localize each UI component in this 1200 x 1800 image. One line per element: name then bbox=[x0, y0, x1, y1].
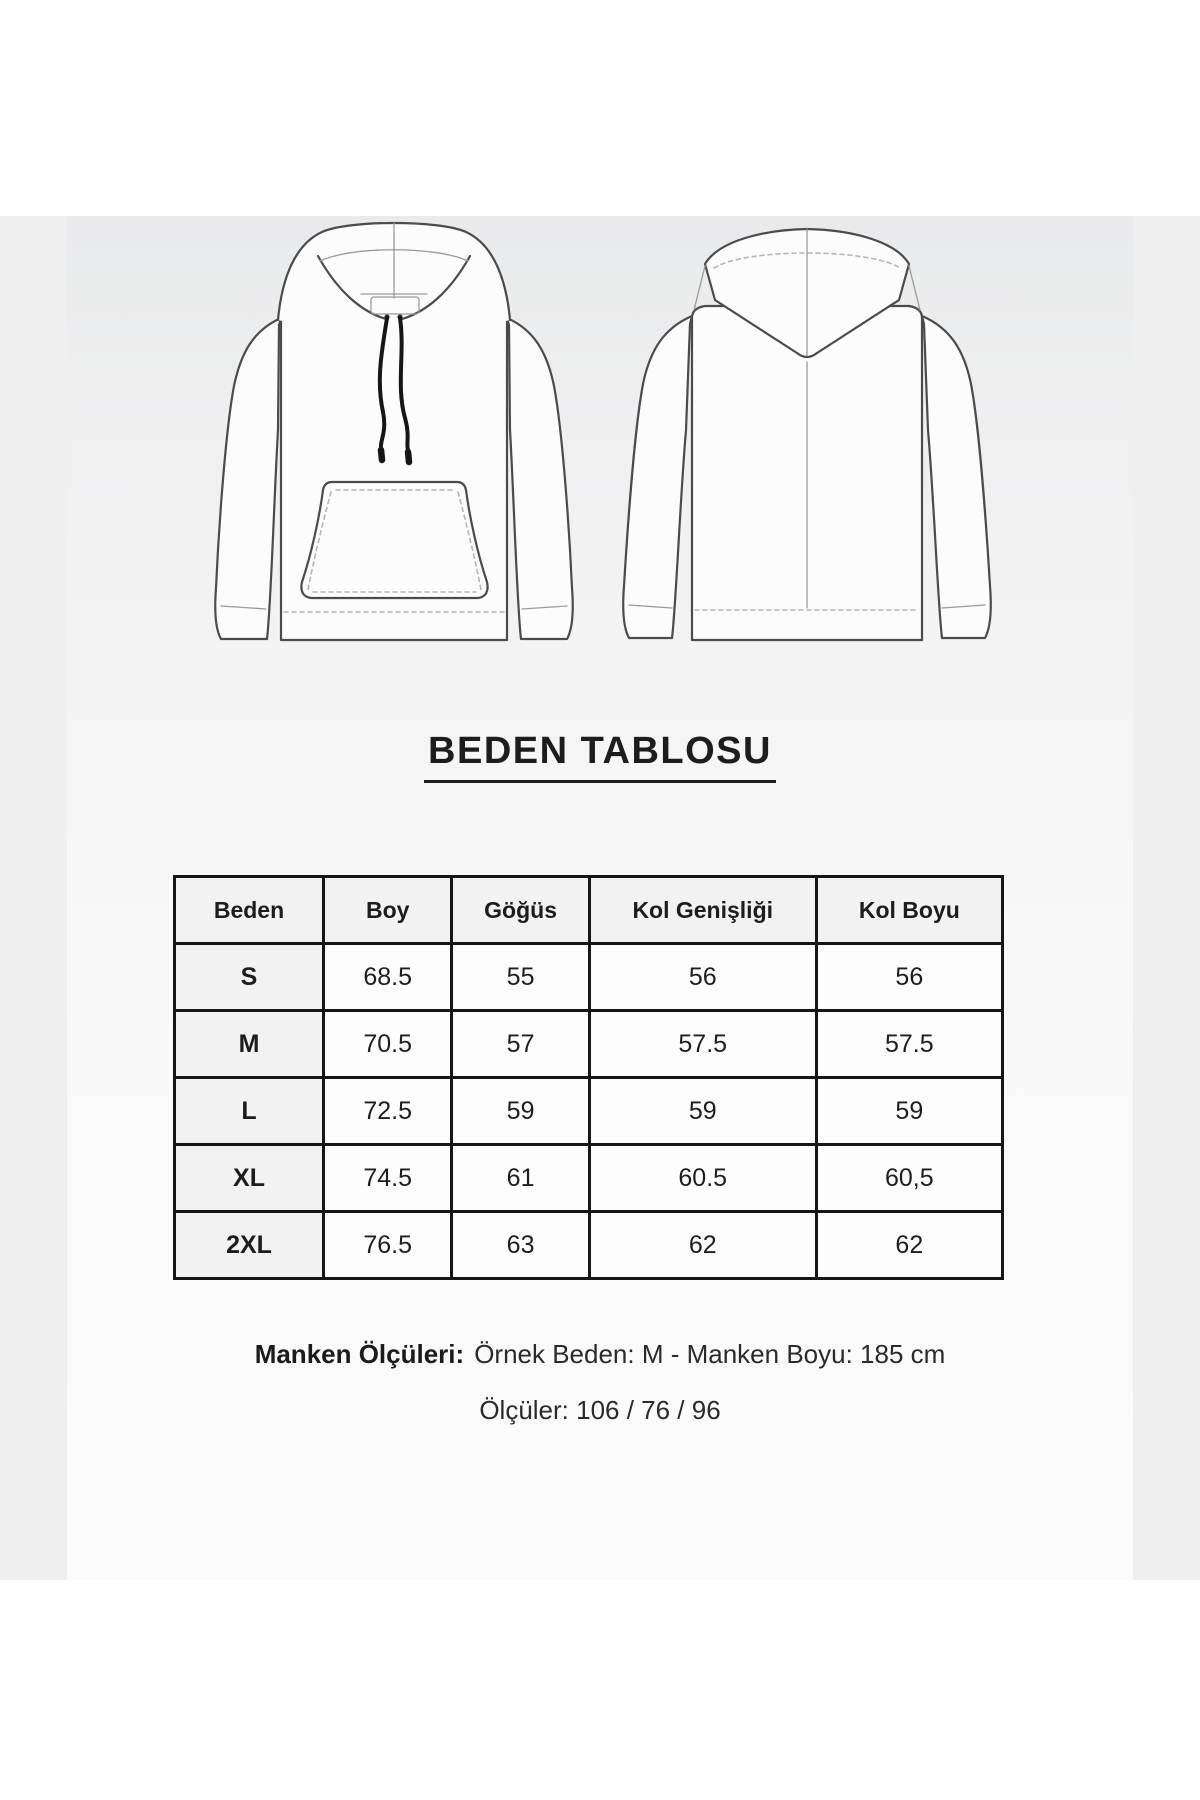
table-size-cell: 2XL bbox=[175, 1212, 324, 1279]
table-value-cell: 62 bbox=[589, 1212, 816, 1279]
table-value-cell: 70.5 bbox=[324, 1011, 452, 1078]
notes bbox=[0, 1326, 1200, 1438]
model-measurements-line bbox=[0, 1326, 1200, 1382]
table-value-cell: 55 bbox=[452, 944, 589, 1011]
table-value-cell: 68.5 bbox=[324, 944, 452, 1011]
measurements-line: Ölçüler: 106 / 76 / 96 bbox=[479, 1395, 721, 1425]
hoodie-front-drawing bbox=[215, 223, 573, 640]
table-value-cell: 56 bbox=[816, 944, 1002, 1011]
hoodie-technical-drawing bbox=[0, 200, 1200, 670]
table-value-cell: 60,5 bbox=[816, 1145, 1002, 1212]
size-table bbox=[173, 875, 1004, 1280]
table-row bbox=[175, 1145, 1003, 1212]
table-row bbox=[175, 944, 1003, 1011]
table-row bbox=[175, 1212, 1003, 1279]
front-right-sleeve bbox=[507, 318, 573, 639]
back-left-sleeve bbox=[623, 316, 692, 638]
table-value-cell: 60.5 bbox=[589, 1145, 816, 1212]
table-value-cell: 59 bbox=[816, 1078, 1002, 1145]
table-header-cell: Kol Boyu bbox=[816, 877, 1002, 944]
table-value-cell: 76.5 bbox=[324, 1212, 452, 1279]
table-value-cell: 57.5 bbox=[816, 1011, 1002, 1078]
table-value-cell: 61 bbox=[452, 1145, 589, 1212]
table-size-cell: XL bbox=[175, 1145, 324, 1212]
table-value-cell: 56 bbox=[589, 944, 816, 1011]
front-drawstring-right-aglet bbox=[408, 452, 409, 462]
model-measurements-value: Örnek Beden: M - Manken Boyu: 185 cm bbox=[474, 1339, 946, 1369]
table-header-cell: Beden bbox=[175, 877, 324, 944]
table-value-cell: 59 bbox=[589, 1078, 816, 1145]
size-table-body bbox=[175, 944, 1003, 1279]
hoodie-back-drawing bbox=[623, 229, 991, 640]
back-shoulder-left bbox=[694, 266, 705, 310]
table-value-cell: 74.5 bbox=[324, 1145, 452, 1212]
table-value-cell: 59 bbox=[452, 1078, 589, 1145]
table-value-cell: 57.5 bbox=[589, 1011, 816, 1078]
table-size-cell: L bbox=[175, 1078, 324, 1145]
front-left-sleeve bbox=[215, 318, 281, 639]
table-value-cell: 72.5 bbox=[324, 1078, 452, 1145]
back-right-sleeve bbox=[922, 316, 991, 638]
table-row bbox=[175, 1011, 1003, 1078]
front-drawstring-left-aglet bbox=[381, 450, 382, 460]
table-header-cell: Göğüs bbox=[452, 877, 589, 944]
table-size-cell: M bbox=[175, 1011, 324, 1078]
table-header-cell: Boy bbox=[324, 877, 452, 944]
table-value-cell: 62 bbox=[816, 1212, 1002, 1279]
table-header-cell: Kol Genişliği bbox=[589, 877, 816, 944]
table-row bbox=[175, 1078, 1003, 1145]
model-measurements-label: Manken Ölçüleri: bbox=[254, 1339, 465, 1369]
table-value-cell: 63 bbox=[452, 1212, 589, 1279]
size-table-head bbox=[175, 877, 1003, 944]
table-size-cell: S bbox=[175, 944, 324, 1011]
table-value-cell: 57 bbox=[452, 1011, 589, 1078]
back-shoulder-right bbox=[909, 266, 920, 310]
page-title: BEDEN TABLOSU bbox=[424, 730, 776, 783]
